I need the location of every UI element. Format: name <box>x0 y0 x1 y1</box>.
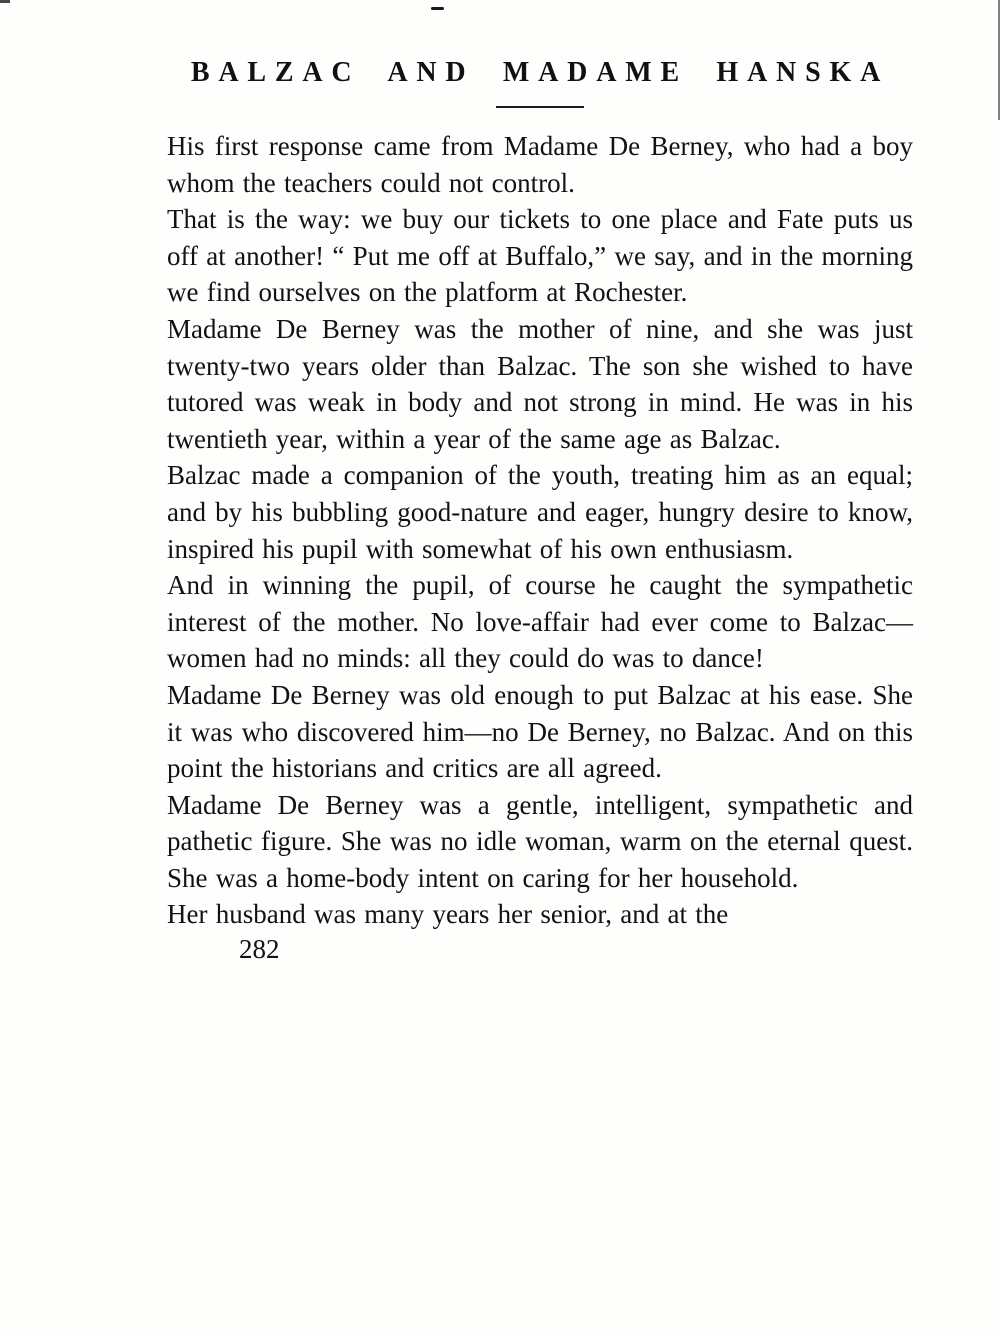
paragraph: Madame De Berney was old enough to put Balzac at his ease. She it was who discovered him—no De Berney, no Balzac. And on this point the historians and critics are all agreed. <box>167 679 913 784</box>
paragraph: Madame De Berney was a gentle, intelligent, sympathetic and pathetic figure. She was no idle woman, warm on the eternal quest. She was a home-body intent on caring for her household. <box>167 789 913 893</box>
page-title: BALZAC AND MADAME HANSKA <box>190 57 890 88</box>
title-divider-rule <box>496 106 584 108</box>
paragraph: Her husband was many years her senior, and at the <box>167 899 729 930</box>
paragraph: That is the way: we buy our tickets to one place and Fate puts us off at another! “ Put me off at Buffalo,” we say, and in the morning we find ourselves on the platform at Rochester. <box>167 204 913 308</box>
scan-artifact-corner <box>0 0 10 3</box>
text-column <box>167 0 913 965</box>
paragraph: Madame De Berney was the mother of nine, and she was just twenty-two years older than Balzac. The son she wished to have tutored was weak in body and not strong in mind. He was in his twentieth year, within a year of the same age as Balzac. <box>167 313 913 454</box>
paragraph: Balzac made a companion of the youth, treating him as an equal; and by his bubbling good-nature and eager, hungry desire to know, inspired his pupil with somewhat of his own enthusiasm. <box>167 460 913 564</box>
paragraph: His first response came from Madame De Berney, who had a boy whom the teachers could not control. <box>167 131 913 198</box>
page-number: 282 <box>239 934 280 965</box>
paragraph: And in winning the pupil, of course he caught the sympathetic interest of the mother. No love-affair had ever come to Balzac—women had no minds: all they could do was to dance! <box>167 570 913 674</box>
body-text <box>167 128 913 933</box>
